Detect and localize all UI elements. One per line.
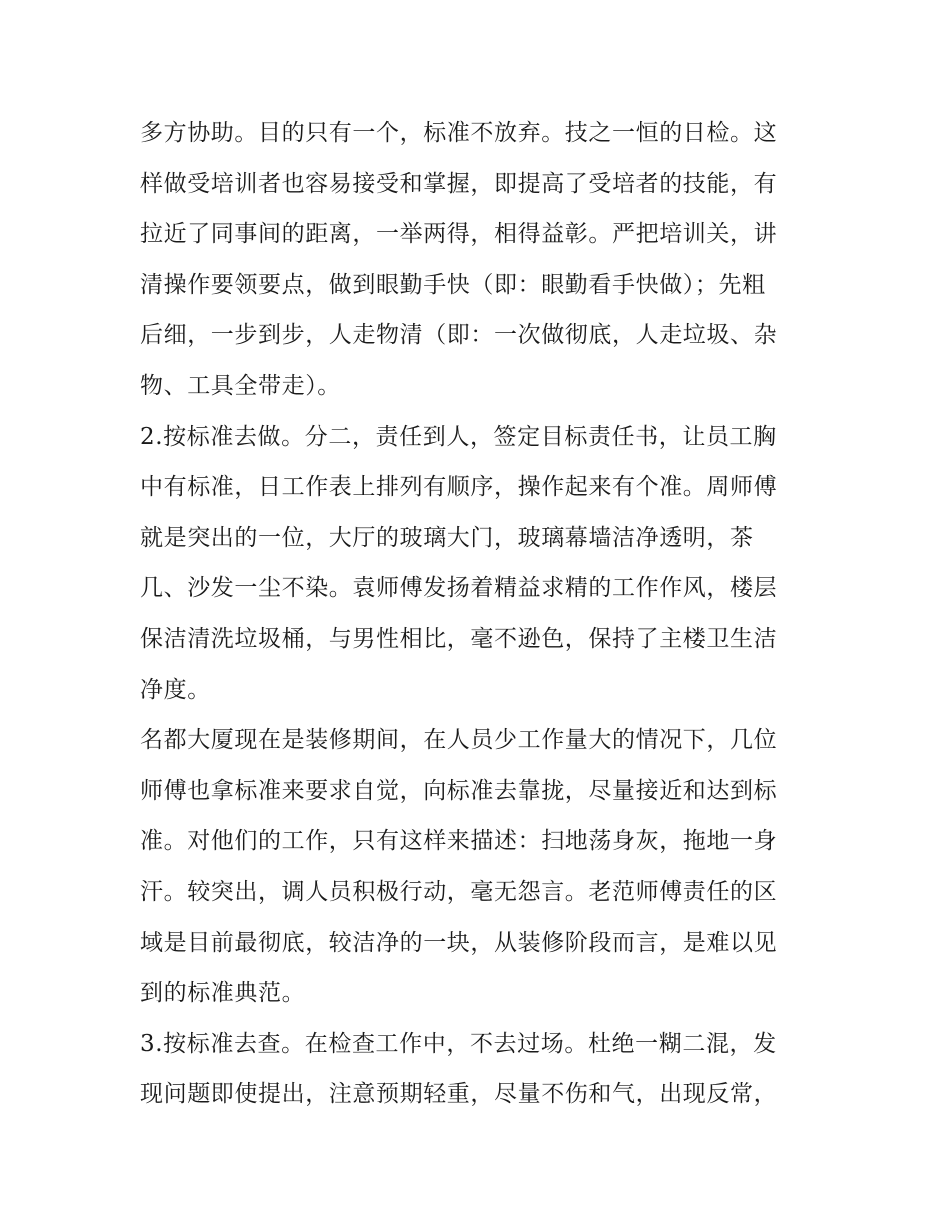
text-line: 保洁清洗垃圾桶，与男性相比，毫不逊色，保持了主楼卫生洁 (140, 625, 778, 652)
text-line: 域是目前最彻底，较洁净的一块，从装修阶段而言，是难以见 (140, 929, 778, 956)
text-line: 样做受培训者也容易接受和掌握，即提高了受培者的技能，有 (140, 170, 778, 197)
text-line: 几、沙发一尘不染。袁师傅发扬着精益求精的工作作风，楼层 (140, 575, 778, 602)
text-line: 净度。 (140, 676, 211, 703)
text-line: 中有标准，日工作表上排列有顺序，操作起来有个准。周师傅 (140, 474, 778, 501)
text-line: 汗。较突出，调人员积极行动，毫无怨言。老范师傅责任的区 (140, 878, 778, 905)
text-line: 物、工具全带走）。 (140, 372, 341, 399)
text-line: 3.按标准去查。在检查工作中，不去过场。杜绝一糊二混，发 (140, 1030, 777, 1057)
text-line: 名都大厦现在是装修期间，在人员少工作量大的情况下，几位 (140, 727, 778, 754)
text-line: 拉近了同事间的距离，一举两得，相得益彰。严把培训关，讲 (140, 221, 778, 248)
document-body (140, 108, 815, 1120)
text-line: 到的标准典范。 (140, 980, 306, 1007)
text-line: 准。对他们的工作，只有这样来描述：扫地荡身灰，拖地一身 (140, 828, 778, 855)
text-line: 多方协助。目的只有一个，标准不放弃。技之一恒的日检。这 (140, 120, 778, 146)
text-line: 2.按标准去做。分二，责任到人，签定目标责任书，让员工胸 (140, 423, 777, 450)
text-line: 师傅也拿标准来要求自觉，向标准去靠拢，尽量接近和达到标 (140, 777, 778, 804)
text-line: 就是突出的一位，大厅的玻璃大门，玻璃幕墙洁净透明，茶 (140, 524, 754, 551)
text-line: 后细，一步到步，人走物清（即：一次做彻底，人走垃圾、杂 (140, 322, 778, 349)
text-line: 清操作要领要点，做到眼勤手快（即：眼勤看手快做）；先粗 (140, 271, 766, 298)
text-line: 现问题即使提出，注意预期轻重，尽量不伤和气，出现反常， (140, 1081, 778, 1108)
